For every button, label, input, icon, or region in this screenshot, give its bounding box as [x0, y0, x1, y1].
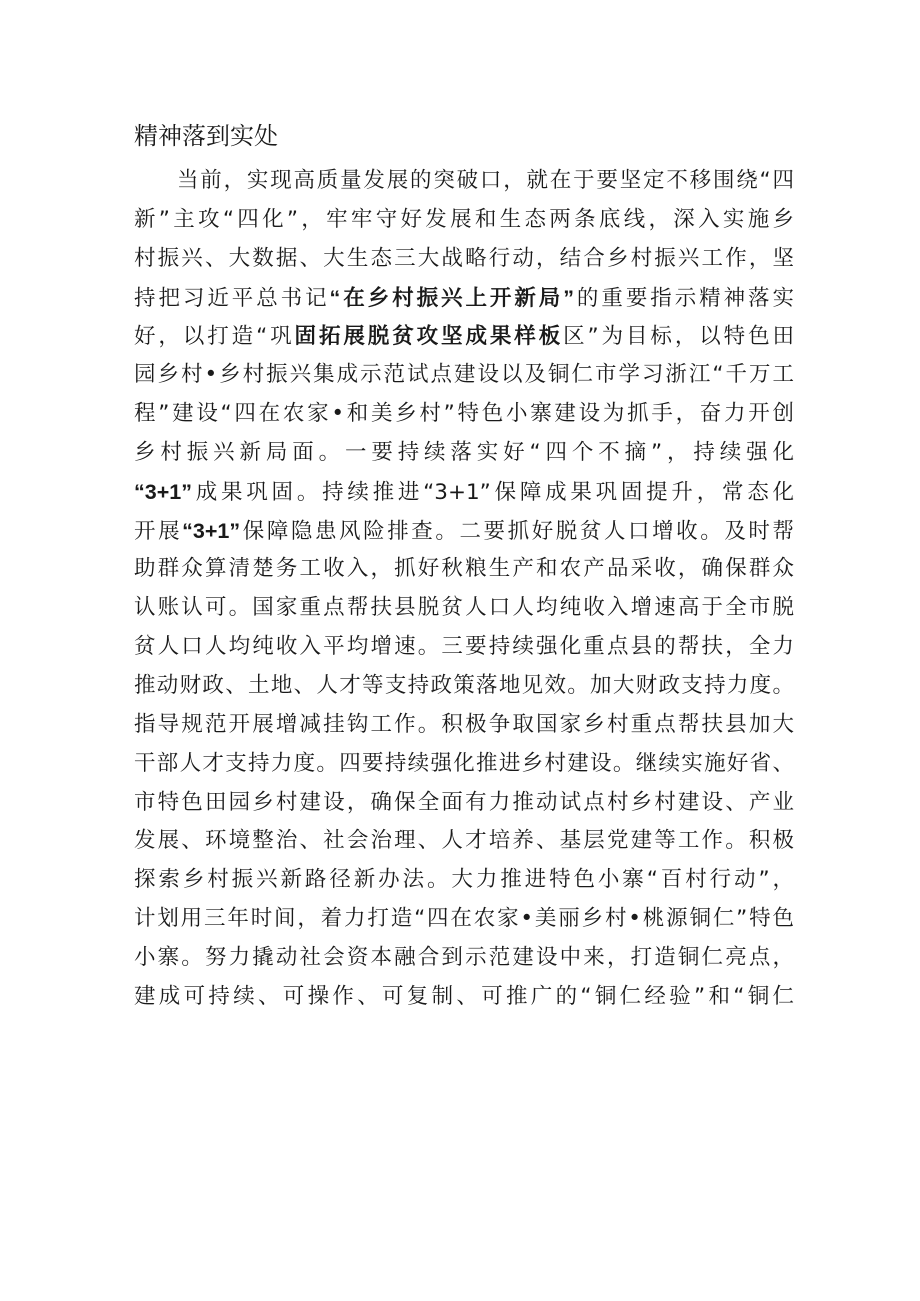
emphasis-text: “3+1” [134, 479, 192, 504]
paragraph-line: 市特色田园乡村建设，确保全面有力推动试点村乡村建设、产业 [134, 789, 794, 815]
paragraph-line: 指导规范开展增减挂钩工作。积极争取国家乡村重点帮扶县加大 [134, 711, 794, 737]
section-title: 精神落到实处 [134, 122, 278, 150]
paragraph-line: 推动财政、土地、人才等支持政策落地见效。加大财政支持力度。 [134, 672, 794, 698]
paragraph-line: 认账认可。国家重点帮扶县脱贫人口人均纯收入增速高于全市脱 [134, 595, 794, 621]
paragraph-line: 程”建设“四在农家•和美乡村”特色小寨建设为抓手，奋力开创 [134, 401, 794, 427]
paragraph-line: 小寨。努力撬动社会资本融合到示范建设中来，打造铜仁亮点， [134, 944, 794, 970]
paragraph-line: 发展、环境整治、社会治理、人才培养、基层党建等工作。积极 [134, 828, 794, 854]
emphasis-text: “在乡村振兴上开新局” [329, 285, 574, 310]
paragraph-line [134, 473, 794, 512]
paragraph-line: 村振兴、大数据、大生态三大战略行动，结合乡村振兴工作，坚 [134, 245, 794, 271]
paragraph-line: 干部人才支持力度。四要持续强化推进乡村建设。继续实施好省、 [134, 750, 794, 776]
paragraph-line: 新”主攻“四化”，牢牢守好发展和生态两条底线，深入实施乡 [134, 206, 794, 232]
paragraph-line: 助群众算清楚务工收入，抓好秋粮生产和农产品采收，确保群众 [134, 556, 794, 582]
paragraph-line: 乡村振兴新局面。一要持续落实好“四个不摘”，持续强化 [134, 439, 794, 465]
emphasis-text: “3+1” [182, 518, 241, 543]
body-paragraph [134, 162, 794, 1017]
paragraph-line: 探索乡村振兴新路径新办法。大力推进特色小寨“百村行动”， [134, 867, 794, 893]
line-text: 成果巩固。持续推进“3+1”保障成果巩固提升，常态化 [191, 479, 794, 505]
paragraph-line [134, 317, 794, 356]
paragraph-line: 当前，实现高质量发展的突破口，就在于要坚定不移围绕“四 [177, 168, 794, 193]
line-text: 好，以打造“巩 [134, 324, 295, 350]
paragraph-line: 贫人口人均纯收入平均增速。三要持续强化重点县的帮扶，全力 [134, 634, 794, 660]
line-text: 开展 [134, 518, 183, 544]
line-text: 的重要指示精神落实 [573, 285, 794, 311]
line-text: 持把习近平总书记 [134, 285, 330, 311]
emphasis-text: 固拓展脱贫攻坚成果样板 [294, 324, 564, 349]
paragraph-line: 计划用三年时间，着力打造“四在农家•美丽乡村•桃源铜仁”特色 [134, 906, 794, 932]
line-text: 区”为目标，以特色田 [563, 324, 794, 350]
paragraph-line: 园乡村•乡村振兴集成示范试点建设以及铜仁市学习浙江“千万工 [134, 362, 794, 388]
paragraph-line: 建成可持续、可操作、可复制、可推广的“铜仁经验”和“铜仁 [134, 983, 794, 1009]
paragraph-line [134, 512, 794, 551]
paragraph-line [134, 279, 794, 318]
line-text: 保障隐患风险排查。二要抓好脱贫人口增收。及时帮 [240, 518, 794, 544]
